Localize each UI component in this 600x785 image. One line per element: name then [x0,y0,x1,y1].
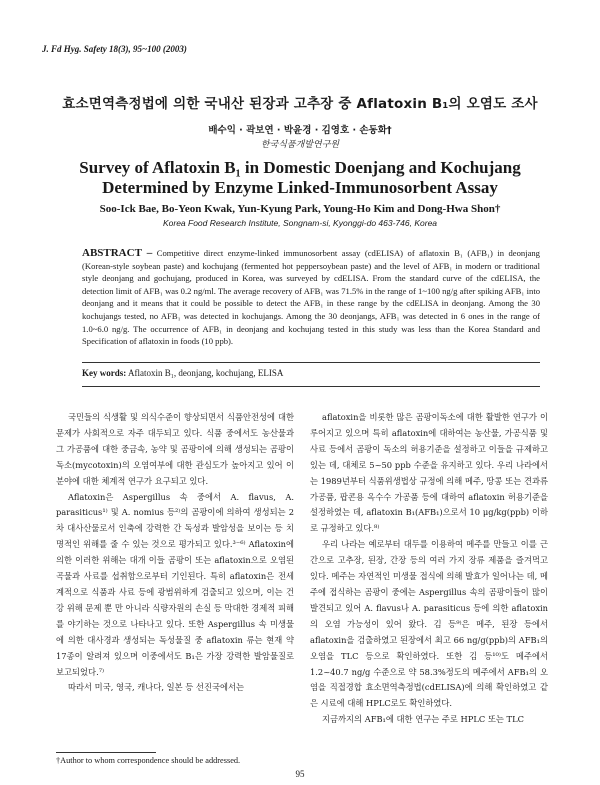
paragraph: 지금까지의 AFB₁에 대한 연구는 주로 HPLC 또는 TLC [322,714,524,725]
abstract-heading: ABSTRACT – [82,247,153,259]
paragraph: 따라서 미국, 영국, 캐나다, 일본 등 선진국에서는 [68,682,245,693]
body-left-column [56,410,294,696]
paragraph: 우리 나라는 예로부터 대두를 이용하여 메주를 만들고 이를 근간으로 고추장, 된장, 간장 등의 여러 가지 장류 제품을 즐겨먹고 있다. 메주는 자연적인 미생물 접식에 의해 발효가 일어나는 데, 메주에 접식하는 곰팡이 중에는 Aspergillus 속의 곰팡이들이 많이 발견되고 있어 A. flavus나 A. parasiticus 등에 의한 aflatoxin의 오염 가능성이 있어 왔다. 김 등⁹⁾은 메주, 된장 등에서 aflatoxin을 검출하였고 된장에서 최고 66 ng/g(ppb)의 AFB₁의 오염을 TLC 등으로 확인하였다. 또한 김 등¹⁰⁾도 메주에서 1.2~40.7 ng/g 수준으로 약 58.3%정도의 메주에서 AFB₁의 오염을 직접경합 효소면역측정법(cdELISA)에 의해 확인하였고 같은 시료에 대해 HPLC로도 확인하였다. [310,539,548,709]
abstract [82,247,540,348]
footnote-rule [56,752,156,753]
english-title-line-2: Determined by Enzyme Linked-Immunosorbent Assay [102,178,498,197]
english-affiliation: Korea Food Research Institute, Songnam-si, Kyonggi-do 463-746, Korea [162,218,438,228]
abstract-divider [82,362,540,363]
keywords-divider [82,386,540,387]
page-number: 95 [295,769,305,779]
paragraph: Aflatoxin은 Aspergillus 속 중에서 A. flavus, A. parasiticus¹⁾ 및 A. nomius 등²⁾의 곰팡이에 의하여 생성되는 2차 대사산물로서 인축에 강력한 간 독성과 발암성을 보이는 등 치명적인 위해를 줄 수 있는 것으로 평가되고 있다.³⁻⁶⁾ Aflatoxin에 의한 이러한 위해는 대개 이들 곰팡이 또는 aflatoxin으로 오염된 곡물과 사료를 섭취함으로부터 기인된다. 특히 aflatoxin은 전세계적으로 식품과 사료 등에 광범위하게 검출되고 있으며, 이는 건강 위해 문제 뿐 만 아니라 식량자원의 손실 등 막대한 경제적 피해를 야기하는 것으로 나타나고 있다. 또한 Aspergillus 속 미생물에 의한 대사경과 생성되는 독성물질 중 aflatoxin 류는 현재 약 17종이 알려져 있으며 이중에서도 B₁은 가장 강력한 발암물질로 보고되었다.⁷⁾ [56,491,294,677]
keywords-list: Aflatoxin B₁, deonjang, kochujang, ELISA [128,368,284,378]
journal-citation: J. Fd Hyg. Safety 18(3), 95~100 (2003) [42,44,187,54]
english-authors: Soo-Ick Bae, Bo-Yeon Kwak, Yun-Kyung Park, Young-Ho Kim and Dong-Hwa Shon† [99,203,501,215]
abstract-text: Competitive direct enzyme-linked immunosorbent assay (cdELISA) of aflatoxin B₁ (AFB₁) in deonjang (Korean-style soybean paste) and kochujang (fermented hot peppersoybean paste) and the level of AFB₁ in modern or traditional style deonjang and gochujang, produced in Korea, was surveyed by cdELISA. From the standard curve of the cdELISA, the detection limit of AFB₁ was 0.2 ng/ml. The average recovery of AFB₁ was 71.5% in the range of 1~100 ng/g after spiking AFB₁ into deonjang and it means that it could be possible to detect the AFB₁ in these range by the cdELISA in deonjang. Among the 30 kochujangs tested, no AFB₁ was detected in kochujangs. Among the 30 deonjangs, AFB₁ was detected in 6 ones in the range of 1.0~6.0 ng/g. The occurrence of AFB₁ in deonjang and kochujang tested in this study was less than the Korea Standard and Specification of aflatoxin in foods (10 ppb). [82,248,540,347]
english-title-line-1: Survey of Aflatoxin B₁ in Domestic Doenjang and Kochujang [79,158,521,177]
paragraph: aflatoxin을 비롯한 많은 곰팡이독소에 대한 활발한 연구가 이루어지고 있으며 특히 aflatoxin에 대하여는 농산물, 가공식품 및 사료 등에서 곰팡이 독소의 허용기준을 설정하고 이들을 규제하고 있는 데, 대체로 5~50 ppb 수준을 유지하고 있다. 우리 나라에서는 1989년부터 식품위생법상 규정에 의해 메주, 땅콩 또는 견과류 가공품, 팝콘용 옥수수 가공품 등에 대하여 aflatoxin 허용기준을 설정하였는 데, aflatoxin B₁(AFB₁)으로서 10 μg/kg(ppb) 이하로 규정하고 있다.⁸⁾ [310,412,548,534]
english-title [40,158,560,198]
keywords [82,368,283,378]
keywords-label: Key words: [82,368,127,378]
korean-title: 효소면역측정법에 의한 국내산 된장과 고추장 중 Aflatoxin B₁의 오염도 조사 [62,96,538,112]
footnote: †Author to whom correspondence should be addressed. [56,756,241,765]
korean-affiliation: 한국식품개발연구원 [260,140,340,150]
korean-authors: 배수익 · 곽보연 · 박윤경 · 김영호 · 손동화† [208,125,392,136]
paragraph: 국민들의 식생활 및 의식수준이 향상되면서 식품안전성에 대한 문제가 사회적으로 자주 대두되고 있다. 식품 중에서도 농산물과 그 가공품에 대한 중금속, 농약 및 곰팡이에 의해 생성되는 곰팡이 독소(mycotoxin)의 오염여부에 대한 관심도가 높아지고 있어 이 분야에 대한 체계적 연구가 요구되고 있다. [56,412,294,486]
body-right-column [310,410,548,728]
